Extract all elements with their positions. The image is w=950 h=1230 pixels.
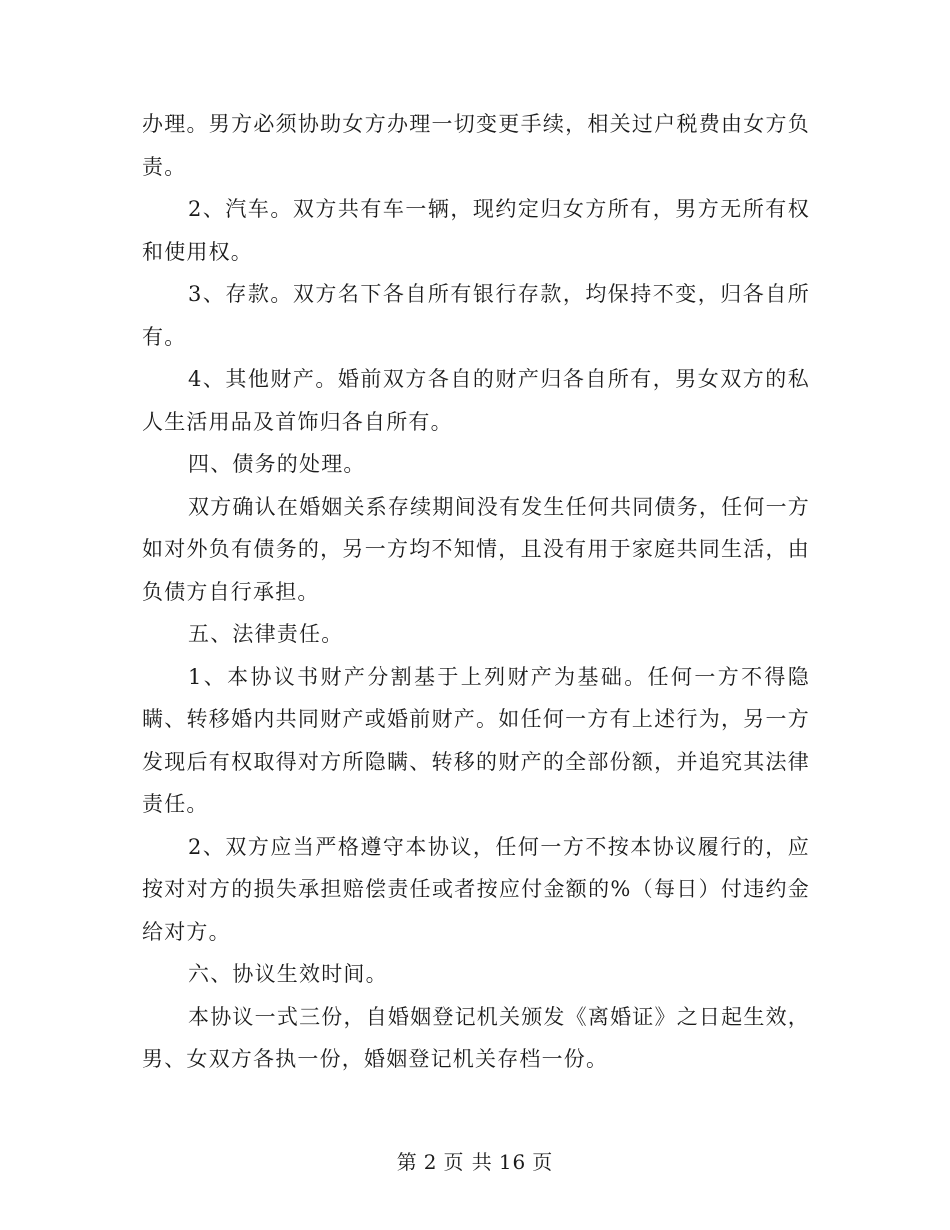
total-pages-number: 16 (498, 1150, 527, 1174)
page-footer (0, 1146, 950, 1175)
paragraph: 双方确认在婚姻关系存续期间没有发生任何共同债务，任何一方如对外负有债务的，另一方均不知情，且没有用于家庭共同生活，由负债方自行承担。 (142, 494, 810, 604)
footer-suffix: 页 (532, 1150, 554, 1174)
paragraph: 2、双方应当严格遵守本协议，任何一方不按本协议履行的，应按对对方的损失承担赔偿责任或者按应付金额的%（每日）付违约金给对方。 (142, 834, 810, 944)
paragraph: 1、本协议书财产分割基于上列财产为基础。任何一方不得隐瞒、转移婚内共同财产或婚前财产。如任何一方有上述行为，另一方发现后有权取得对方所隐瞒、转移的财产的全部份额，并追究其法律责任。 (142, 664, 810, 816)
paragraph: 2、汽车。双方共有车一辆，现约定归女方所有，男方无所有权和使用权。 (142, 197, 810, 264)
paragraph: 3、存款。双方名下各自所有银行存款，均保持不变，归各自所有。 (142, 282, 810, 349)
section-heading: 六、协议生效时间。 (188, 962, 388, 986)
current-page-number: 2 (423, 1150, 438, 1174)
section-heading: 五、法律责任。 (188, 622, 344, 646)
paragraph: 4、其他财产。婚前双方各自的财产归各自所有，男女双方的私人生活用品及首饰归各自所有。 (142, 367, 810, 434)
paragraph: 本协议一式三份，自婚姻登记机关颁发《离婚证》之日起生效，男、女双方各执一份，婚姻登记机关存档一份。 (142, 1004, 810, 1071)
document-body (142, 103, 810, 1081)
footer-prefix: 第 (396, 1150, 418, 1174)
section-heading: 四、债务的处理。 (188, 452, 366, 476)
paragraph: 办理。男方必须协助女方办理一切变更手续，相关过户税费由女方负责。 (142, 112, 810, 179)
footer-middle: 页 共 (443, 1150, 493, 1174)
